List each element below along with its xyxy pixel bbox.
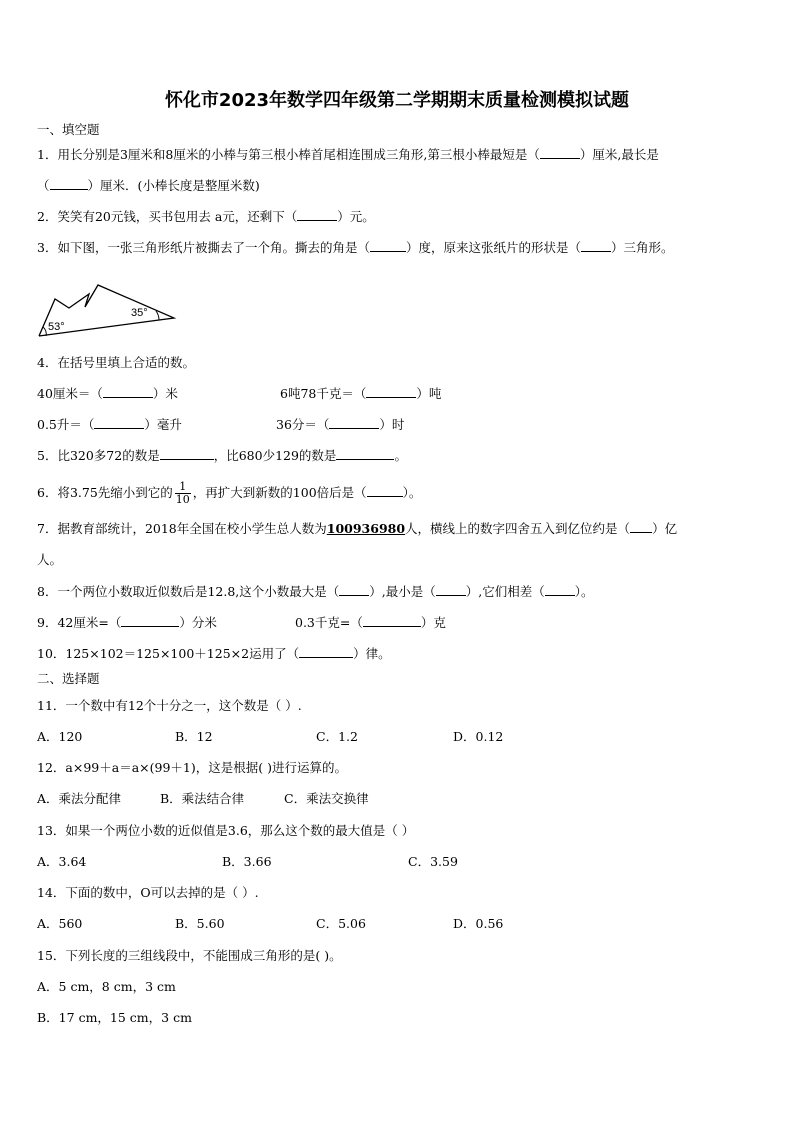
q7-text-a: 7．据教育部统计，2018年全国在校小学生总人数为 xyxy=(37,521,327,536)
q4-item-2 xyxy=(280,385,441,403)
question-9-part-1 xyxy=(37,614,217,632)
q9-text-b2: ）克 xyxy=(420,615,446,630)
q3-blank-1[interactable] xyxy=(370,239,406,252)
question-1-line-1 xyxy=(37,146,659,164)
question-7-line-2: 人。 xyxy=(37,552,63,567)
q8-text-d: ）。 xyxy=(574,584,594,599)
question-13-stem: 13．如果一个两位小数的近似值是3.6，那么这个数的最大值是（ ） xyxy=(37,823,415,838)
q4-item-3 xyxy=(37,416,182,434)
q13-option-b[interactable]: B．3.66 xyxy=(222,854,272,869)
q9-blank-1[interactable] xyxy=(121,614,179,627)
q1-blank-1[interactable] xyxy=(540,146,580,159)
question-15-stem: 15．下列长度的三组线段中，不能围成三角形的是( )。 xyxy=(37,948,342,963)
question-7-line-1 xyxy=(37,520,677,538)
q14-option-a[interactable]: A．560 xyxy=(37,916,83,931)
angle-label-53: 53° xyxy=(48,321,65,333)
q4-item-4-text-a: 36分＝（ xyxy=(276,417,330,432)
q1-text-c: （ xyxy=(37,178,50,193)
q3-text-a: 3．如下图，一张三角形纸片被撕去了一个角。撕去的角是（ xyxy=(37,240,370,255)
q9-text-a2: ）分米 xyxy=(179,615,217,630)
q1-text-b: ）厘米,最长是 xyxy=(579,147,659,162)
q12-option-a[interactable]: A．乘法分配律 xyxy=(37,791,122,806)
q4-item-1-text-a: 40厘米＝（ xyxy=(37,386,103,401)
q10-text-b: ）律。 xyxy=(353,646,391,661)
question-4-stem: 4．在括号里填上合适的数。 xyxy=(37,355,195,370)
q6-text-b: ，再扩大到新数的100倍后是（ xyxy=(192,485,367,500)
q13-option-c[interactable]: C．3.59 xyxy=(408,854,458,869)
q1-blank-2[interactable] xyxy=(50,177,88,190)
q6-text-a: 6．将3.75先缩小到它的 xyxy=(37,485,173,500)
section-heading-fill-in: 一、填空题 xyxy=(37,122,100,137)
q8-text-b: ）,最小是（ xyxy=(369,584,436,599)
q11-option-c[interactable]: C．1.2 xyxy=(316,729,358,744)
q6-blank[interactable] xyxy=(367,484,403,497)
q15-option-b[interactable]: B．17 cm，15 cm，3 cm xyxy=(37,1010,192,1025)
q12-option-c[interactable]: C．乘法交换律 xyxy=(284,791,369,806)
q4-item-1 xyxy=(37,385,178,403)
q11-option-d[interactable]: D．0.12 xyxy=(453,729,504,744)
q2-text-b: ）元。 xyxy=(337,209,375,224)
q8-blank-1[interactable] xyxy=(339,583,369,596)
q13-option-a[interactable]: A．3.64 xyxy=(37,854,87,869)
q8-text-c: ）,它们相差（ xyxy=(465,584,545,599)
q4-blank-4[interactable] xyxy=(329,416,379,429)
q6-text-c: ）。 xyxy=(402,485,422,500)
section-heading-choice: 二、选择题 xyxy=(37,671,100,686)
q4-item-4 xyxy=(276,416,404,434)
q15-option-a[interactable]: A．5 cm，8 cm，3 cm xyxy=(37,979,176,994)
q11-option-a[interactable]: A．120 xyxy=(37,729,83,744)
question-5 xyxy=(37,447,407,465)
q8-blank-3[interactable] xyxy=(545,583,575,596)
q14-option-d[interactable]: D．0.56 xyxy=(453,916,504,931)
fraction-one-tenth xyxy=(175,481,191,506)
q1-text-a: 1．用长分别是3厘米和8厘米的小棒与第三根小棒首尾相连围成三角形,第三根小棒最短是（ xyxy=(37,147,540,162)
q4-item-3-text-a: 0.5升＝（ xyxy=(37,417,95,432)
q3-blank-2[interactable] xyxy=(581,239,611,252)
question-2 xyxy=(37,208,375,226)
question-9-part-2 xyxy=(295,614,446,632)
q2-text-a: 2．笑笑有20元钱，买书包用去 a元，还剩下（ xyxy=(37,209,298,224)
q4-blank-1[interactable] xyxy=(103,385,153,398)
q14-option-b[interactable]: B．5.60 xyxy=(175,916,225,931)
q4-item-1-text-b: ）米 xyxy=(152,386,178,401)
q4-item-4-text-b: ）时 xyxy=(379,417,405,432)
question-12-stem: 12．a×99＋a＝a×(99＋1)，这是根据( )进行运算的。 xyxy=(37,760,347,775)
q5-text-c: 。 xyxy=(394,448,407,463)
q5-text-a: 5．比320多72的数是 xyxy=(37,448,160,463)
question-1-line-2 xyxy=(37,177,260,195)
q4-blank-2[interactable] xyxy=(366,385,416,398)
q7-text-b: 人，横线上的数字四舍五入到亿位约是（ xyxy=(405,521,631,536)
question-3 xyxy=(37,239,674,257)
q4-item-2-text-a: 6吨78千克＝（ xyxy=(280,386,367,401)
q10-text-a: 10．125×102＝125×100＋125×2运用了（ xyxy=(37,646,300,661)
q1-text-d: ）厘米．(小棒长度是整厘米数) xyxy=(87,178,260,193)
q3-text-c: ）三角形。 xyxy=(610,240,674,255)
question-8 xyxy=(37,583,594,601)
q5-blank-2[interactable] xyxy=(336,447,394,460)
q9-text-a1: 9．42厘米=（ xyxy=(37,615,122,630)
q9-blank-2[interactable] xyxy=(363,614,421,627)
q14-option-c[interactable]: C．5.06 xyxy=(316,916,366,931)
q7-underlined-number: 100936980 xyxy=(326,521,406,536)
fraction-numerator: 1 xyxy=(175,481,191,494)
q4-item-3-text-b: ）毫升 xyxy=(144,417,182,432)
q2-blank[interactable] xyxy=(297,208,337,221)
q9-text-b1: 0.3千克=（ xyxy=(295,615,363,630)
q3-text-b: ）度，原来这张纸片的形状是（ xyxy=(405,240,581,255)
q8-blank-2[interactable] xyxy=(436,583,466,596)
q5-blank-1[interactable] xyxy=(160,447,214,460)
question-6 xyxy=(37,481,421,506)
fraction-denominator: 10 xyxy=(175,493,190,506)
q4-item-2-text-b: ）吨 xyxy=(416,386,442,401)
q8-text-a: 8．一个两位小数取近似数后是12.8,这个小数最大是（ xyxy=(37,584,340,599)
q7-blank[interactable] xyxy=(630,520,652,533)
angle-label-35: 35° xyxy=(131,307,148,319)
q12-option-b[interactable]: B．乘法结合律 xyxy=(160,791,245,806)
page-title: 怀化市2023年数学四年级第二学期期末质量检测模拟试题 xyxy=(164,90,630,111)
question-11-stem: 11．一个数中有12个十分之一，这个数是（ ）. xyxy=(37,698,302,713)
q5-text-b: ，比680少129的数是 xyxy=(213,448,337,463)
q7-text-c: ）亿 xyxy=(652,521,678,536)
torn-triangle-figure xyxy=(36,283,181,339)
question-14-stem: 14．下面的数中，O可以去掉的是（ ）. xyxy=(37,885,259,900)
question-10 xyxy=(37,645,391,663)
q11-option-b[interactable]: B．12 xyxy=(175,729,213,744)
q10-blank[interactable] xyxy=(299,645,353,658)
q4-blank-3[interactable] xyxy=(94,416,144,429)
